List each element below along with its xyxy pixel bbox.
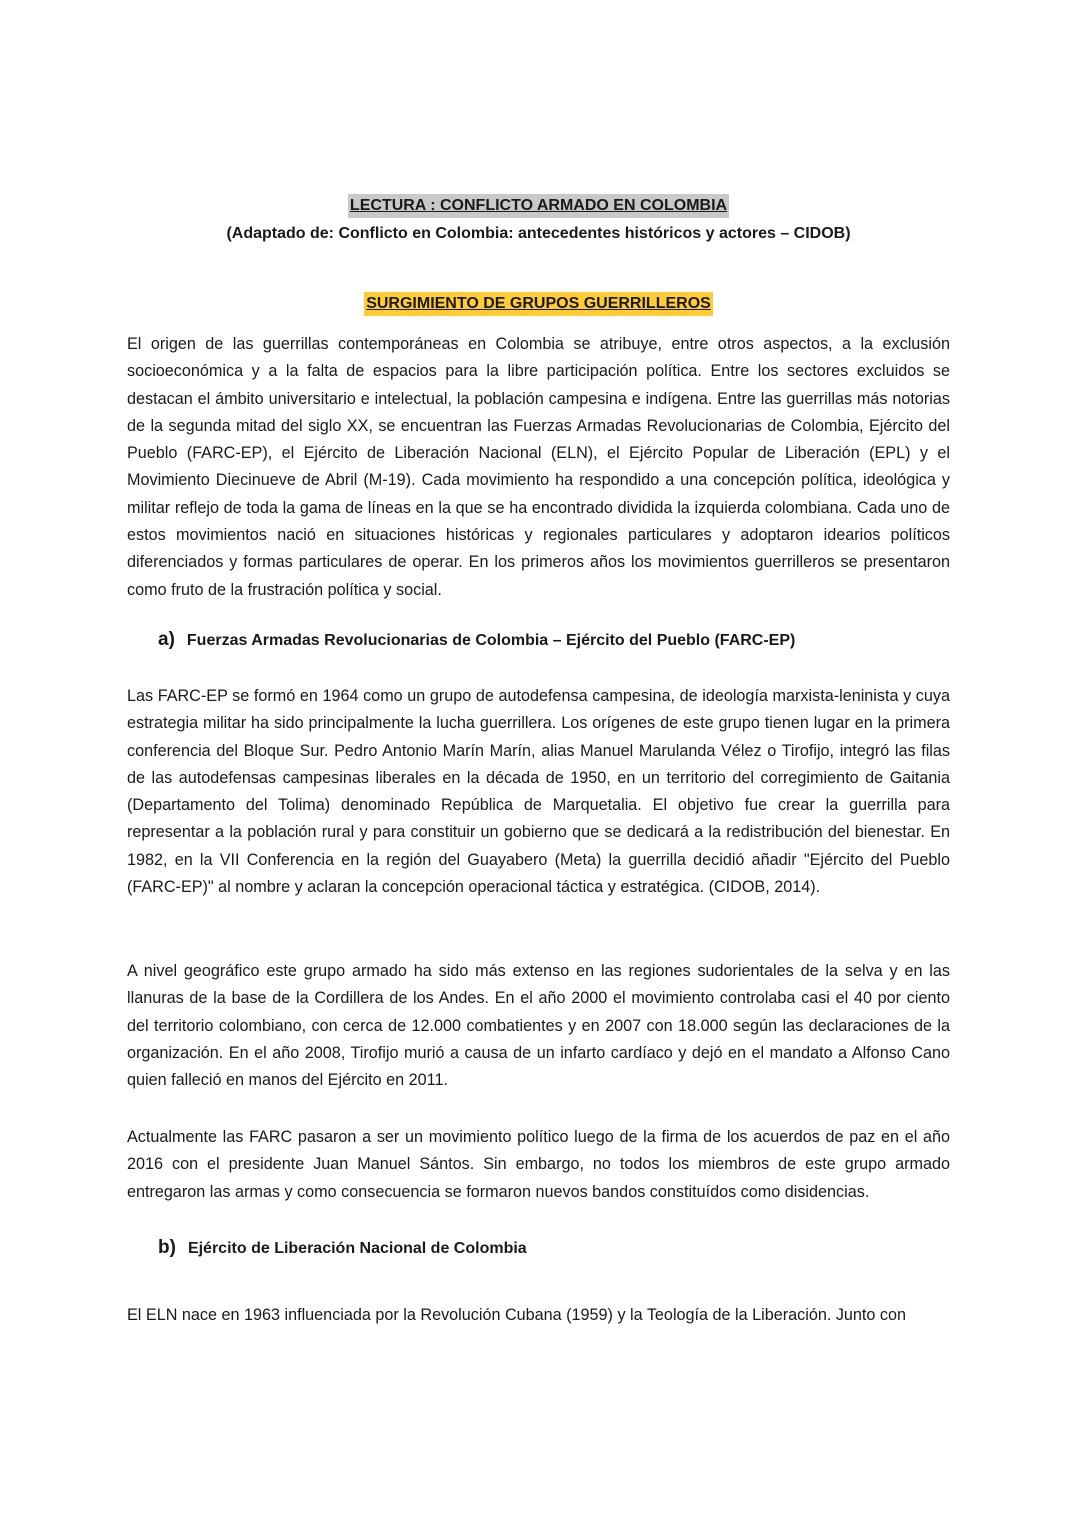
farc-paragraph-2: A nivel geográfico este grupo armado ha sido más extenso en las regiones sudorientales de la selva y en las llanuras de la base de la Cordillera de los Andes. En el año 2000 el movimiento controlaba casi el 40 por ciento del territorio colombiano, con cerca de 12.000 combatientes y en 2007 con 18.000 según las declaraciones de la organización. En el año 2008, Tirofijo murió a causa de un infarto cardíaco y dejó en el mandato a Alfonso Cano quien falleció en manos del Ejército en 2011. — [127, 962, 950, 1090]
subsection-b-title: Ejército de Liberación Nacional de Colombia — [187, 1240, 527, 1257]
eln-paragraph-1: El ELN nace en 1963 influenciada por la Revolución Cubana (1959) y la Teología de la Liberación. Junto con — [127, 1306, 907, 1324]
section-heading: SURGIMIENTO DE GRUPOS GUERRILLEROS — [364, 292, 713, 316]
section-heading-wrap — [127, 292, 950, 316]
document-title: LECTURA : CONFLICTO ARMADO EN COLOMBIA — [348, 194, 729, 218]
subsection-b-letter: b) — [158, 1237, 176, 1258]
subsection-a-title: Fuerzas Armadas Revolucionarias de Colombia – Ejército del Pueblo (FARC-EP) — [186, 632, 796, 649]
title-block — [127, 194, 950, 245]
subsection-b-heading — [158, 1236, 527, 1261]
subsection-a-heading — [158, 628, 795, 653]
subsection-a-letter: a) — [158, 629, 175, 650]
farc-paragraph-1: Las FARC-EP se formó en 1964 como un grupo de autodefensa campesina, de ideología marxista-leninista y cuya estrategia militar ha sido principalmente la lucha guerrillera. Los orígenes de este grupo tienen lugar en la primera conferencia del Bloque Sur. Pedro Antonio Marín Marín, alias Manuel Marulanda Vélez o Tirofijo, integró las filas de las autodefensas campesinas liberales en la década de 1950, en un territorio del corregimiento de Gaitania (Departamento del Tolima) denominado República de Marquetalia. El objetivo fue crear la guerrilla para representar a la población rural y para constituir un gobierno que se dedicará a la redistribución del bienestar. En 1982, en la VII Conferencia en la región del Guayabero (Meta) la guerrilla decidió añadir "Ejército del Pueblo (FARC-EP)" al nombre y aclaran la concepción operacional táctica y estratégica. (CIDOB, 2014). — [127, 687, 950, 897]
intro-paragraph: El origen de las guerrillas contemporáneas en Colombia se atribuye, entre otros aspectos, a la exclusión socioeconómica y a la falta de espacios para la libre participación política. Entre los sectores excluidos se destacan el ámbito universitario e intelectual, la población campesina e indígena. Entre las guerrillas más notorias de la segunda mitad del siglo XX, se encuentran las Fuerzas Armadas Revolucionarias de Colombia, Ejército del Pueblo (FARC-EP), el Ejército de Liberación Nacional (ELN), el Ejército Popular de Liberación (EPL) y el Movimiento Diecinueve de Abril (M-19). Cada movimiento ha respondido a una concepción política, ideológica y militar reflejo de toda la gama de líneas en la que se ha encontrado dividida la izquierda colombiana. Cada uno de estos movimientos nació en situaciones históricas y regionales particulares y adoptaron idearios políticos diferenciados y formas particulares de operar. En los primeros años los movimientos guerrilleros se presentaron como fruto de la frustración política y social. — [127, 335, 950, 599]
document-subtitle: (Adaptado de: Conflicto en Colombia: antecedentes históricos y actores – CIDOB) — [226, 225, 851, 242]
farc-paragraph-3: Actualmente las FARC pasaron a ser un movimiento político luego de la firma de los acuerdos de paz en el año 2016 con el presidente Juan Manuel Sántos. Sin embargo, no todos los miembros de este grupo armado entregaron las armas y como consecuencia se formaron nuevos bandos constituídos como disidencias. — [127, 1128, 950, 1201]
